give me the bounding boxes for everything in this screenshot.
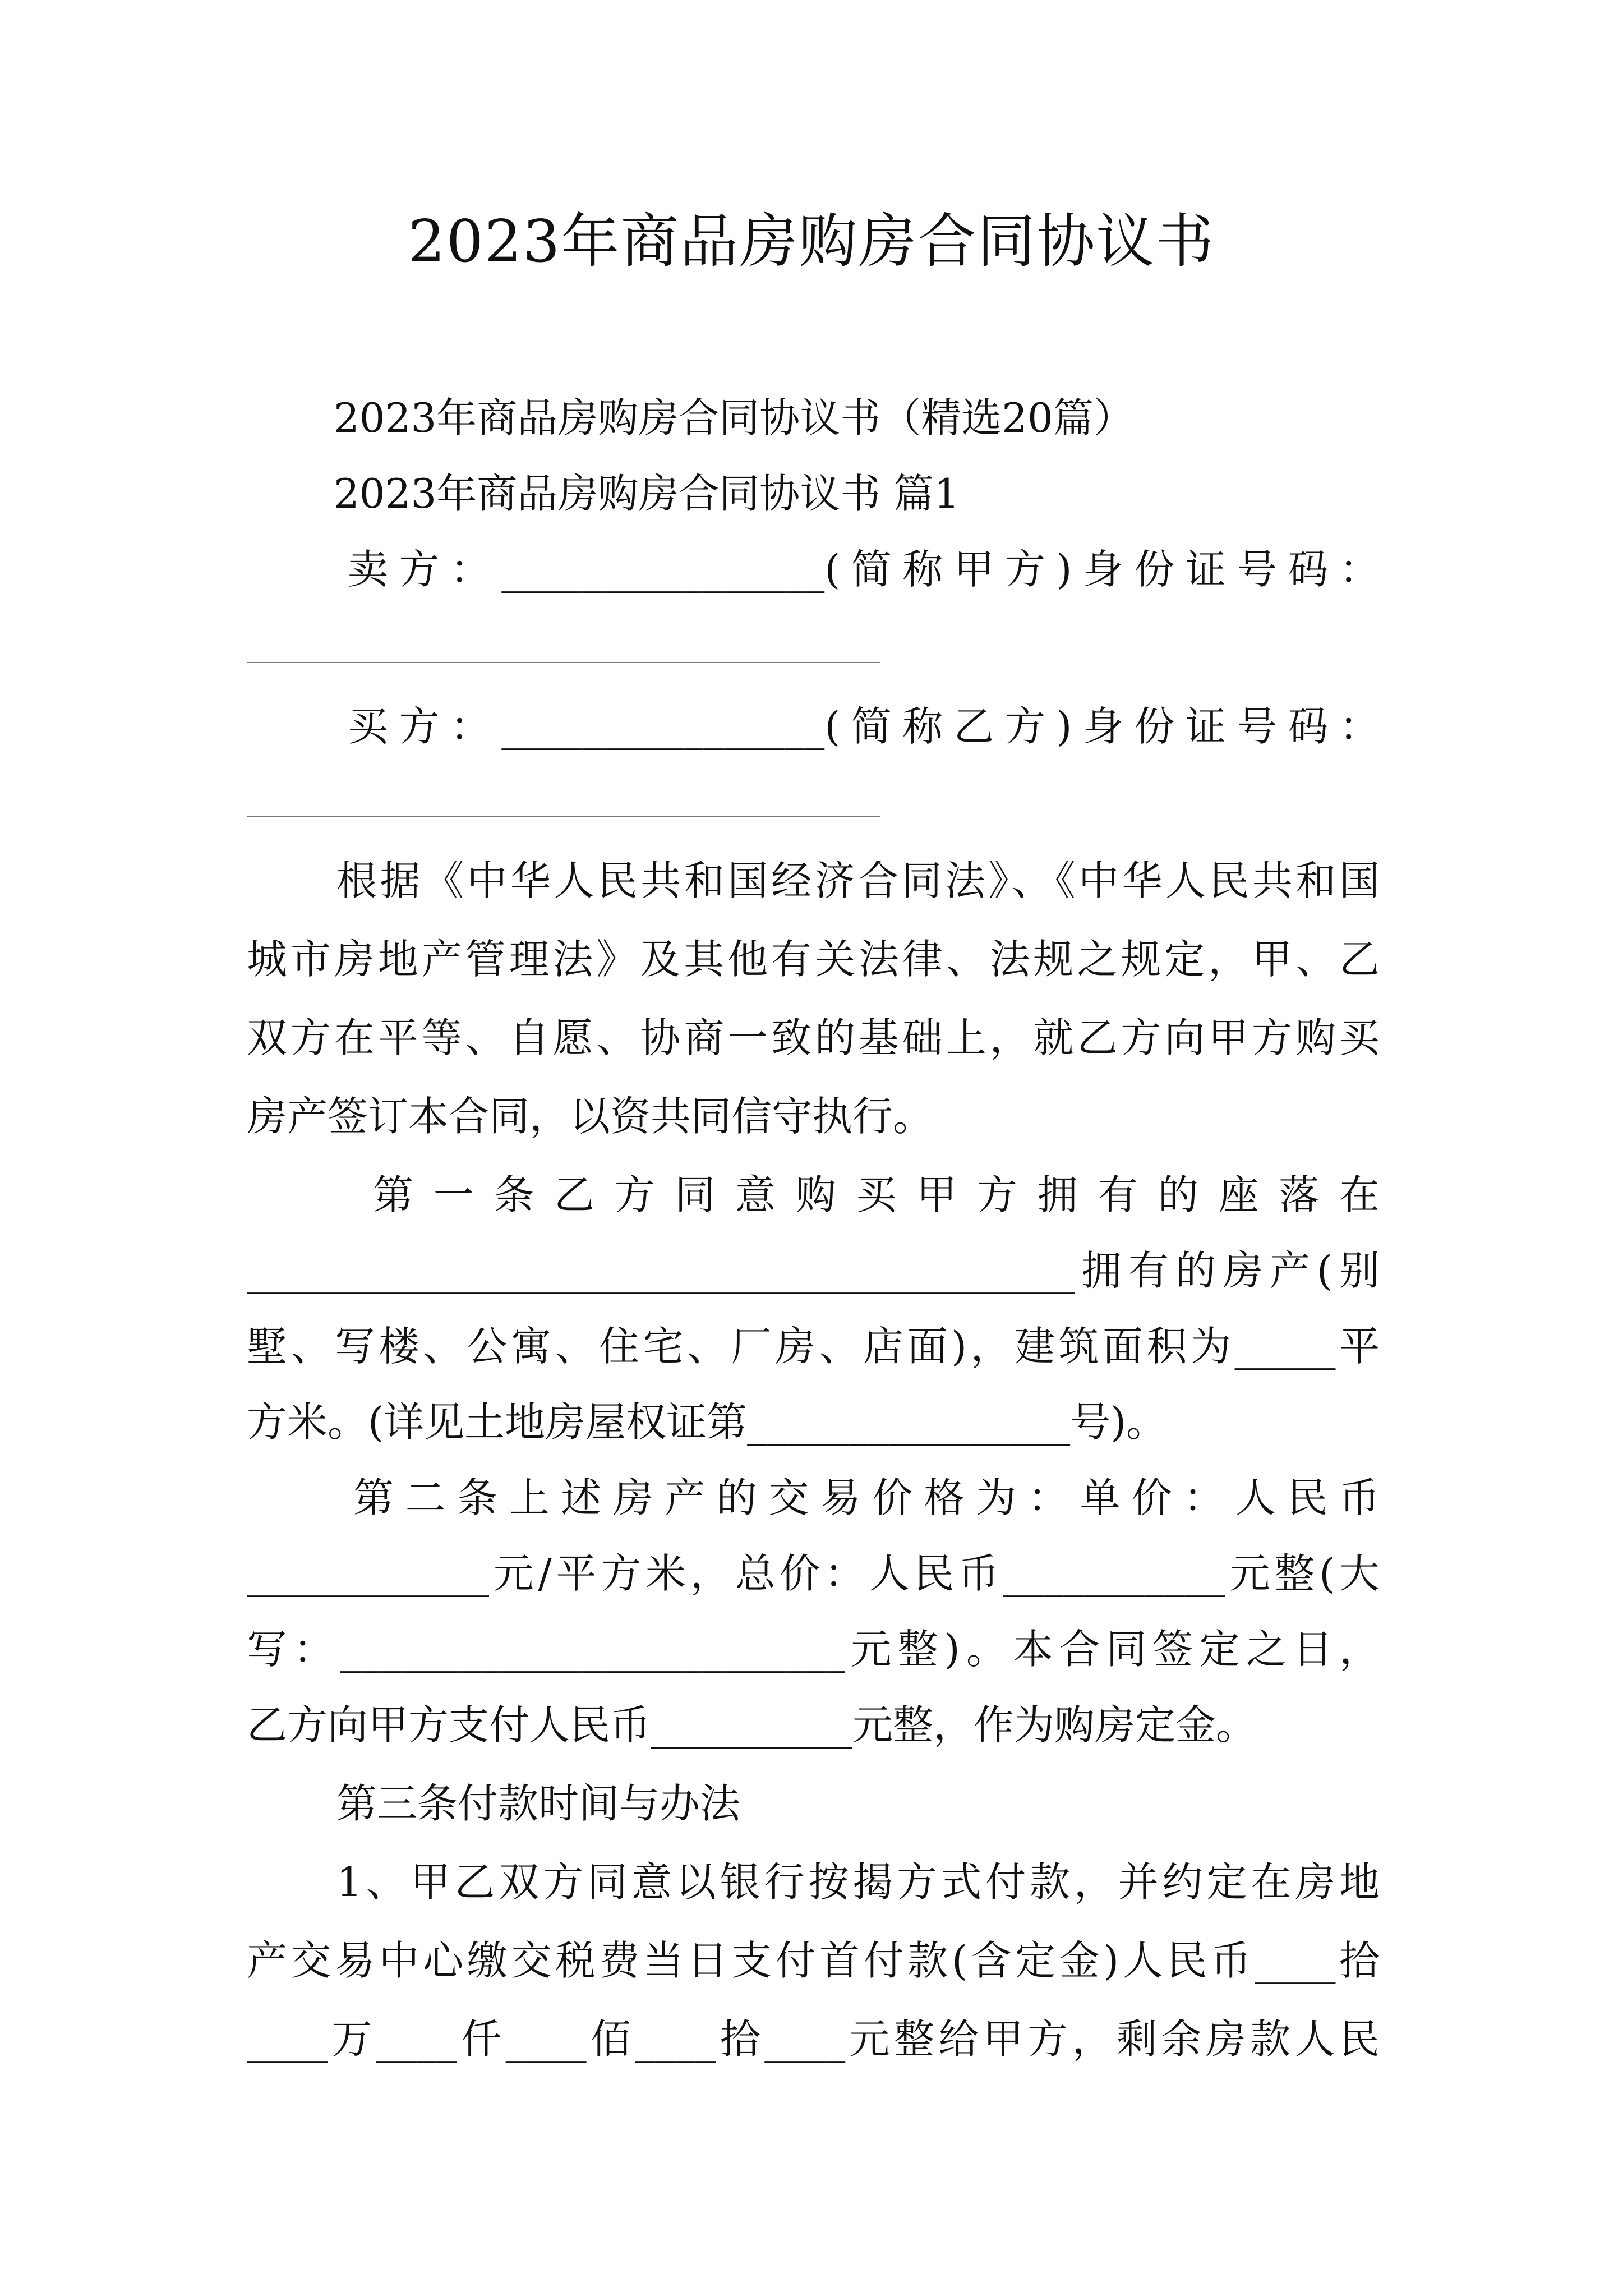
paragraph-line: 房产签订本合同，以资共同信守执行。 <box>247 1093 934 1140</box>
paragraph-line: 城市房地产管理法》及其他有关法律、法规之规定，甲、乙 <box>247 936 1380 983</box>
document-title: 2023年商品房购房合同协议书 <box>408 207 1215 275</box>
article-three-heading: 第三条付款时间与办法 <box>336 1780 741 1827</box>
article-one-line: 方米。(详见土地房屋权证第________________号)。 <box>247 1398 1167 1446</box>
article-two-line: 写：_________________________元整)。本合同签定之日， <box>247 1626 1380 1673</box>
document-subtitle: 2023年商品房购房合同协议书（精选20篇） <box>334 394 1134 441</box>
seller-id-blank <box>247 662 880 663</box>
article-three-line: ____万____仟____佰____拾____元整给甲方，剩余房款人民 <box>247 2016 1380 2063</box>
article-one-line: _________________________________________拥有的房产(别 <box>247 1247 1380 1294</box>
article-three-line: 产交易中心缴交税费当日支付首付款(含定金)人民币____拾 <box>247 1937 1380 1984</box>
paragraph-line: 根据《中华人民共和国经济合同法》、《中华人民共和国 <box>336 857 1380 904</box>
buyer-line: 买方：________________(简称乙方)身份证号码： <box>348 703 1380 750</box>
article-three-line: 1、甲乙双方同意以银行按揭方式付款，并约定在房地 <box>336 1858 1380 1906</box>
section-heading: 2023年商品房购房合同协议书 篇1 <box>334 470 960 517</box>
article-two-line: ____________元/平方米，总价：人民币___________元整(大 <box>247 1550 1380 1597</box>
buyer-id-blank <box>247 816 880 817</box>
article-one-line: 墅、写楼、公寓、住宅、厂房、店面)，建筑面积为_____平 <box>247 1323 1380 1370</box>
paragraph-line: 双方在平等、自愿、协商一致的基础上，就乙方向甲方购买 <box>247 1014 1380 1061</box>
article-one-line: 第一条乙方同意购买甲方拥有的座落在 <box>373 1171 1380 1218</box>
article-two-line: 第二条上述房产的交易价格为：单价：人民币 <box>353 1474 1380 1521</box>
article-two-line: 乙方向甲方支付人民币__________元整，作为购房定金。 <box>247 1701 1257 1749</box>
seller-line: 卖方：________________(简称甲方)身份证号码： <box>348 546 1380 593</box>
